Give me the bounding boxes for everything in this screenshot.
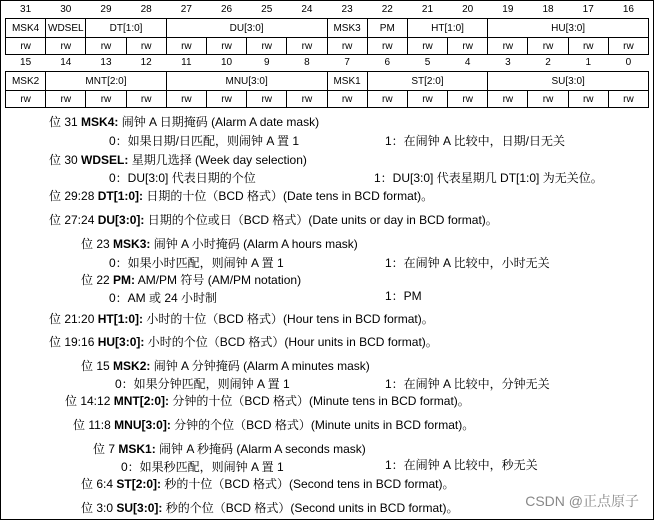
access-type: rw	[568, 91, 608, 108]
register-field: MNU[3:0]	[166, 72, 327, 91]
option-1: 1：DU[3:0] 代表星期几 DT[1:0] 为无关位。	[374, 171, 603, 185]
access-type: rw	[166, 91, 206, 108]
access-type: rw	[247, 91, 287, 108]
bit-position: 位 21:20	[49, 312, 95, 326]
field-description: 分钟的个位（BCD 格式）(Minute units in BCD format)。	[174, 418, 475, 432]
access-row	[6, 38, 649, 55]
field-name-row	[6, 72, 649, 91]
register-table-high	[5, 1, 649, 55]
option-0: 0：如果日期/日匹配，则闹钟 A 置 1	[109, 134, 300, 148]
access-type: rw	[46, 38, 86, 55]
bit-number: 6	[384, 57, 391, 68]
bit-position: 位 31	[49, 115, 78, 129]
field-name-row	[6, 19, 649, 38]
bit-position: 位 3:0	[81, 501, 114, 515]
access-type: rw	[568, 38, 608, 55]
bit-number: 4	[464, 57, 471, 68]
field-name: HT[1:0]:	[97, 312, 144, 326]
access-type: rw	[488, 38, 528, 55]
bit-number: 2	[545, 57, 551, 68]
desc-msk4	[49, 115, 319, 129]
field-description: 闹钟 A 秒掩码 (Alarm A seconds mask)	[159, 442, 366, 456]
bit-number: 1	[585, 57, 591, 68]
access-type: rw	[247, 38, 287, 55]
field-name: MSK1:	[118, 442, 156, 456]
access-type: rw	[46, 91, 86, 108]
watermark-text: CSDN @正点原子	[525, 493, 639, 509]
option-0: 0：DU[3:0] 代表日期的个位	[109, 171, 256, 185]
register-field: MNT[2:0]	[46, 72, 167, 91]
access-type: rw	[608, 38, 648, 55]
bit-number: 22	[381, 4, 393, 15]
bit-number: 23	[341, 4, 353, 15]
field-name: SU[3:0]:	[116, 501, 163, 515]
option-1: 1：在闹钟 A 比较中，日期/日无关	[385, 134, 566, 148]
bit-position: 位 11:8	[73, 418, 111, 432]
access-type: rw	[608, 91, 648, 108]
bit-number: 12	[140, 57, 152, 68]
access-type: rw	[367, 91, 407, 108]
access-type: rw	[206, 91, 246, 108]
register-field: MSK3	[327, 19, 367, 38]
bit-number: 26	[220, 4, 233, 15]
option-1: 1：在闹钟 A 比较中，小时无关	[385, 256, 550, 270]
register-field: ST[2:0]	[367, 72, 488, 91]
bit-number: 31	[20, 4, 32, 15]
field-description: 星期几选择 (Week day selection)	[131, 153, 307, 167]
bit-number-row	[6, 54, 649, 72]
bit-position: 位 15	[81, 359, 110, 373]
access-type: rw	[287, 91, 327, 108]
bit-number: 21	[421, 4, 434, 15]
desc-msk3	[81, 237, 358, 251]
desc-st	[81, 477, 454, 491]
bit-number: 25	[261, 4, 273, 15]
field-name: MSK3:	[113, 237, 151, 251]
bit-number: 28	[140, 4, 152, 15]
bit-position: 位 14:12	[65, 394, 111, 408]
bit-number: 13	[100, 57, 112, 68]
desc-su	[81, 501, 458, 515]
bit-position: 位 30	[49, 153, 78, 167]
access-type: rw	[327, 38, 367, 55]
access-type: rw	[448, 38, 488, 55]
option-1: 1：在闹钟 A 比较中，秒无关	[385, 458, 538, 472]
bit-number: 3	[505, 57, 511, 68]
access-row	[6, 91, 649, 108]
field-name: DT[1:0]:	[97, 189, 144, 203]
bit-number-row	[6, 1, 649, 19]
field-description: 秒的个位（BCD 格式）(Second units in BCD format)。	[165, 501, 459, 515]
field-description: 闹钟 A 小时掩码 (Alarm A hours mask)	[153, 237, 358, 251]
register-field: WDSEL	[46, 19, 86, 38]
field-name: MSK4:	[81, 115, 119, 129]
field-name: WDSEL:	[81, 153, 129, 167]
bit-position: 位 29:28	[49, 189, 95, 203]
access-type: rw	[6, 38, 46, 55]
bit-position: 位 6:4	[81, 477, 114, 491]
option-1: 1：PM	[385, 289, 422, 303]
access-type: rw	[528, 91, 568, 108]
option-0: 0：AM 或 24 小时制	[109, 291, 218, 305]
field-name: DU[3:0]:	[97, 213, 145, 227]
bit-number: 9	[263, 57, 270, 68]
bit-number: 19	[502, 4, 514, 15]
field-name: MNU[3:0]:	[114, 418, 171, 432]
bit-number: 11	[181, 57, 192, 68]
bit-number: 5	[424, 57, 431, 68]
field-name: MSK2:	[113, 359, 151, 373]
field-description: 秒的十位（BCD 格式）(Second tens in BCD format)。	[164, 477, 455, 491]
option-0: 0：如果分钟匹配，则闹钟 A 置 1	[115, 377, 290, 391]
bit-position: 位 19:16	[49, 335, 95, 349]
bit-number: 7	[344, 57, 350, 68]
access-type: rw	[488, 91, 528, 108]
access-type: rw	[528, 38, 568, 55]
field-name: ST[2:0]:	[116, 477, 162, 491]
desc-msk2	[81, 359, 370, 373]
desc-dt	[49, 189, 433, 203]
bit-number: 15	[20, 57, 32, 68]
access-type: rw	[206, 38, 246, 55]
desc-wdsel	[49, 153, 307, 167]
desc-du	[49, 213, 498, 227]
field-description: 闹钟 A 分钟掩码 (Alarm A minutes mask)	[153, 359, 370, 373]
bit-number: 29	[100, 4, 112, 15]
bit-number: 20	[462, 4, 474, 15]
register-field: PM	[367, 19, 407, 38]
register-table-low	[5, 54, 649, 108]
bit-number: 8	[304, 57, 310, 68]
desc-ht	[49, 312, 434, 326]
desc-mnt	[65, 394, 470, 408]
access-type: rw	[86, 38, 126, 55]
desc-msk1	[93, 442, 366, 456]
access-type: rw	[126, 91, 166, 108]
register-field: DT[1:0]	[86, 19, 166, 38]
field-description: AM/PM 符号 (AM/PM notation)	[137, 273, 302, 287]
bit-number: 24	[301, 4, 313, 15]
bit-number: 18	[542, 4, 554, 15]
desc-mnu	[73, 418, 474, 432]
field-description: 分钟的十位（BCD 格式）(Minute tens in BCD format)。	[172, 394, 470, 408]
option-0: 0：如果秒匹配，则闹钟 A 置 1	[121, 460, 284, 474]
register-field: SU[3:0]	[488, 72, 649, 91]
access-type: rw	[327, 91, 367, 108]
bit-number: 0	[625, 57, 632, 68]
option-0: 0：如果小时匹配，则闹钟 A 置 1	[109, 256, 284, 270]
field-name: HU[3:0]:	[97, 335, 145, 349]
desc-hu	[49, 335, 438, 349]
access-type: rw	[6, 91, 46, 108]
register-field: MSK2	[6, 72, 46, 91]
field-name: MNT[2:0]:	[113, 394, 170, 408]
bit-position: 位 22	[81, 273, 110, 287]
desc-pm	[81, 273, 301, 287]
field-name: PM:	[113, 273, 136, 287]
bit-number: 16	[622, 4, 634, 15]
register-field: HT[1:0]	[407, 19, 487, 38]
access-type: rw	[407, 38, 447, 55]
bit-position: 位 23	[81, 237, 110, 251]
access-type: rw	[448, 91, 488, 108]
field-description: 小时的个位（BCD 格式）(Hour units in BCD format)。	[147, 335, 438, 349]
access-type: rw	[287, 38, 327, 55]
access-type: rw	[166, 38, 206, 55]
register-field: HU[3:0]	[488, 19, 649, 38]
access-type: rw	[407, 91, 447, 108]
bit-number: 17	[582, 4, 594, 15]
field-description: 日期的十位（BCD 格式）(Date tens in BCD format)。	[146, 189, 434, 203]
bit-number: 30	[60, 4, 72, 15]
register-field: MSK1	[327, 72, 367, 91]
bit-number: 14	[60, 57, 72, 68]
access-type: rw	[126, 38, 166, 55]
bit-number: 10	[220, 57, 233, 68]
bit-number: 27	[180, 4, 192, 15]
access-type: rw	[367, 38, 407, 55]
register-field: MSK4	[6, 19, 46, 38]
register-field: DU[3:0]	[166, 19, 327, 38]
access-type: rw	[86, 91, 126, 108]
field-description: 小时的十位（BCD 格式）(Hour tens in BCD format)。	[146, 312, 434, 326]
bit-position: 位 7	[93, 442, 116, 456]
option-1: 1：在闹钟 A 比较中，分钟无关	[385, 377, 550, 391]
bit-position: 位 27:24	[49, 213, 95, 227]
field-description: 日期的个位或日（BCD 格式）(Date units or day in BCD format)。	[147, 213, 498, 227]
field-description: 闹钟 A 日期掩码 (Alarm A date mask)	[121, 115, 320, 129]
